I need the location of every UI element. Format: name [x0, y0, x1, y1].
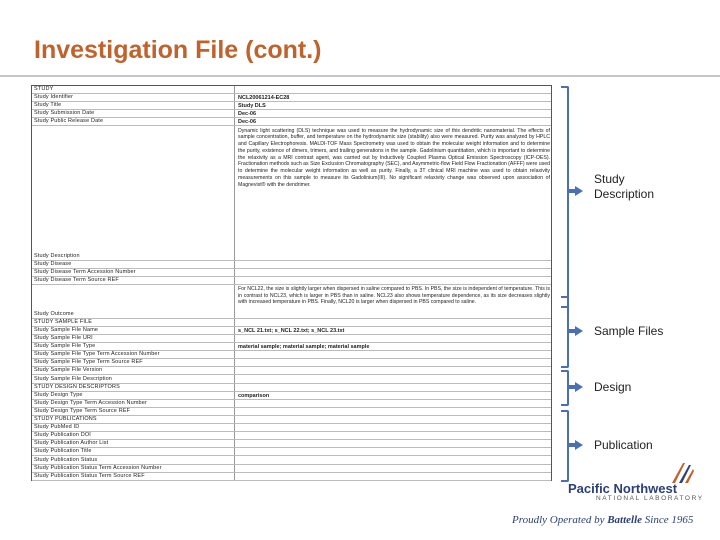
- sheet-row: [32, 473, 551, 481]
- arrow-sample-files: [569, 326, 583, 336]
- sheet-row-label: Study Disease: [34, 260, 72, 267]
- sheet-row: [32, 432, 551, 440]
- pnnl-logo-icon: [672, 463, 694, 483]
- sheet-row-value: material sample; material sample; material sample: [238, 344, 370, 351]
- spreadsheet: [31, 85, 552, 481]
- sheet-row: [32, 319, 551, 327]
- sheet-row: [32, 102, 551, 110]
- sheet-row: [32, 376, 551, 384]
- sheet-row: [32, 285, 551, 319]
- sheet-row: [32, 384, 551, 392]
- sheet-row-label: Study Sample File Description: [34, 375, 113, 382]
- sheet-row-label: Study Sample File Name: [34, 326, 99, 333]
- sheet-row: [32, 351, 551, 359]
- sheet-row-label: Study Public Release Date: [34, 118, 104, 125]
- sheet-row: [32, 335, 551, 343]
- sheet-row: [32, 440, 551, 448]
- sheet-row: [32, 110, 551, 118]
- sheet-row: [32, 424, 551, 432]
- arrow-design: [569, 382, 583, 392]
- sheet-row-value: s_NCL 21.txt; s_NCL 22.txt; s_NCL 23.txt: [238, 327, 345, 334]
- label-study-description-line: Study: [594, 172, 625, 186]
- sheet-row-value: Study DLS: [238, 103, 266, 110]
- sheet-row-label: Study Sample File URI: [34, 335, 93, 342]
- sheet-row-label: Study Submission Date: [34, 110, 95, 117]
- sheet-row: [32, 465, 551, 473]
- sheet-row-label: Study Design Type: [34, 391, 83, 398]
- label-design: Design: [594, 380, 632, 394]
- sheet-row: [32, 343, 551, 351]
- sheet-row: [32, 261, 551, 269]
- sheet-row-label: Study Publication Title: [34, 448, 92, 455]
- sheet-row-value: NCL20061214-EC28: [238, 95, 290, 102]
- sheet-row: [32, 448, 551, 456]
- sheet-row-value: Dec-06: [238, 119, 257, 126]
- sheet-row: [32, 118, 551, 126]
- footer-tagline: Proudly Operated by Battelle Since 1965: [512, 514, 694, 526]
- sheet-row-label: Study PubMed ID: [34, 424, 80, 431]
- sheet-row: [32, 269, 551, 277]
- logo-subtitle: NATIONAL LABORATORY: [596, 495, 704, 502]
- sheet-row-label: Study Publication Author List: [34, 440, 109, 447]
- sheet-row-label: Study Title: [34, 102, 62, 109]
- sheet-row-label: Study Publication Status Term Accession Number: [34, 464, 162, 471]
- sheet-row: [32, 408, 551, 416]
- sheet-row: [32, 400, 551, 408]
- sheet-row: [32, 86, 551, 94]
- sheet-row: [32, 367, 551, 375]
- sheet-row-label: Study Description: [34, 252, 80, 259]
- sheet-row-label: Study Publication Status Term Source REF: [34, 472, 145, 479]
- bracket-sample-files: [561, 296, 569, 368]
- sheet-row: [32, 416, 551, 424]
- label-study-description-line: Description: [594, 187, 655, 201]
- logo-name: Pacific Northwest: [568, 481, 678, 496]
- title-divider: [0, 75, 720, 77]
- sheet-row: [32, 392, 551, 400]
- label-sample-files: Sample Files: [594, 324, 664, 338]
- sheet-row: [32, 94, 551, 102]
- sheet-row: [32, 127, 551, 261]
- sheet-row: [32, 277, 551, 285]
- sheet-row-value: Dec-06: [238, 111, 257, 118]
- sheet-row-label: Study Design Type Term Source REF: [34, 407, 131, 414]
- sheet-row-label: STUDY DESIGN DESCRIPTORS: [34, 383, 120, 390]
- sheet-row-label: Study Disease Term Source REF: [34, 276, 119, 283]
- sheet-row-value: Dynamic light scattering (DLS) technique was used to measure the hydrodynamic size of this dendritic nanomaterial. The effects of sample concentration, buffer, and temperature on the hydrodynamic size (stability) also were measured. Purity was analyzed by HPLC and Capillary Electrophoresis. MALDI-TOF Mass Spectrometry was used to obtain the molecular weight information and to determine the purity, existence of dimers, trimers, and trailing generations in the sample. Gadolinium quantitation, which is important to determine the relaxivity as a MRI contrast agent, was carried out by Inductively Coupled Plasma Optical Emission Spectroscopy (ICP-OES). Fractionation methods such as Size Exclusion Chromatography (SEC), and Asymmetric-flow Field Flow Fractionation (AFFF) were used to determine the molecular weight information as well as purity. Finally, a 3T clinical MRI machine was used to obtain relaxivity measurements on this sample to measure its Gadolinium(III). No significant relaxivity change was observed upon association of Magnevist® with the dendrimer.: [238, 127, 550, 188]
- arrow-study-description: [569, 186, 583, 196]
- sheet-row-value: comparison: [238, 392, 270, 399]
- bracket-design: [561, 370, 569, 406]
- sheet-row-label: Study Publication Status: [34, 456, 98, 463]
- sheet-row-label: Study Sample File Type Term Accession Number: [34, 351, 160, 358]
- sheet-row-label: STUDY: [34, 86, 54, 93]
- sheet-row: [32, 327, 551, 335]
- arrow-publication: [569, 440, 583, 450]
- label-publication: Publication: [594, 438, 653, 452]
- sheet-row-label: STUDY SAMPLE FILE: [34, 318, 93, 325]
- label-study-description: [594, 172, 654, 202]
- sheet-row-value: For NCL22, the size is slightly larger when dispersed in saline compared to PBS. In PBS, the size is independent of temperature. This is in contrast to NCL23, which is larger in PBS than in saline. NCL23 also shows temperature dependence, as its size decreases slightly with increased temperature in PBS. Finally, NCL20 is larger when dispersed in PBS compared to saline.: [238, 285, 550, 306]
- sheet-row-label: STUDY PUBLICATIONS: [34, 416, 97, 423]
- sheet-row: [32, 359, 551, 367]
- sheet-row-label: Study Outcome: [34, 310, 74, 317]
- sheet-row-label: Study Identifier: [34, 94, 74, 101]
- sheet-row-label: Study Sample File Type: [34, 343, 96, 350]
- slide-title: Investigation File (cont.): [34, 36, 322, 64]
- sheet-row-label: Study Sample File Type Term Source REF: [34, 359, 143, 366]
- sheet-row-label: Study Sample File Version: [34, 367, 103, 374]
- bracket-study-description: [561, 86, 569, 308]
- bracket-publication: [561, 410, 569, 482]
- sheet-row: [32, 457, 551, 465]
- sheet-row-label: Study Disease Term Accession Number: [34, 268, 136, 275]
- sheet-row-label: Study Design Type Term Accession Number: [34, 399, 147, 406]
- sheet-row-label: Study Publication DOI: [34, 432, 91, 439]
